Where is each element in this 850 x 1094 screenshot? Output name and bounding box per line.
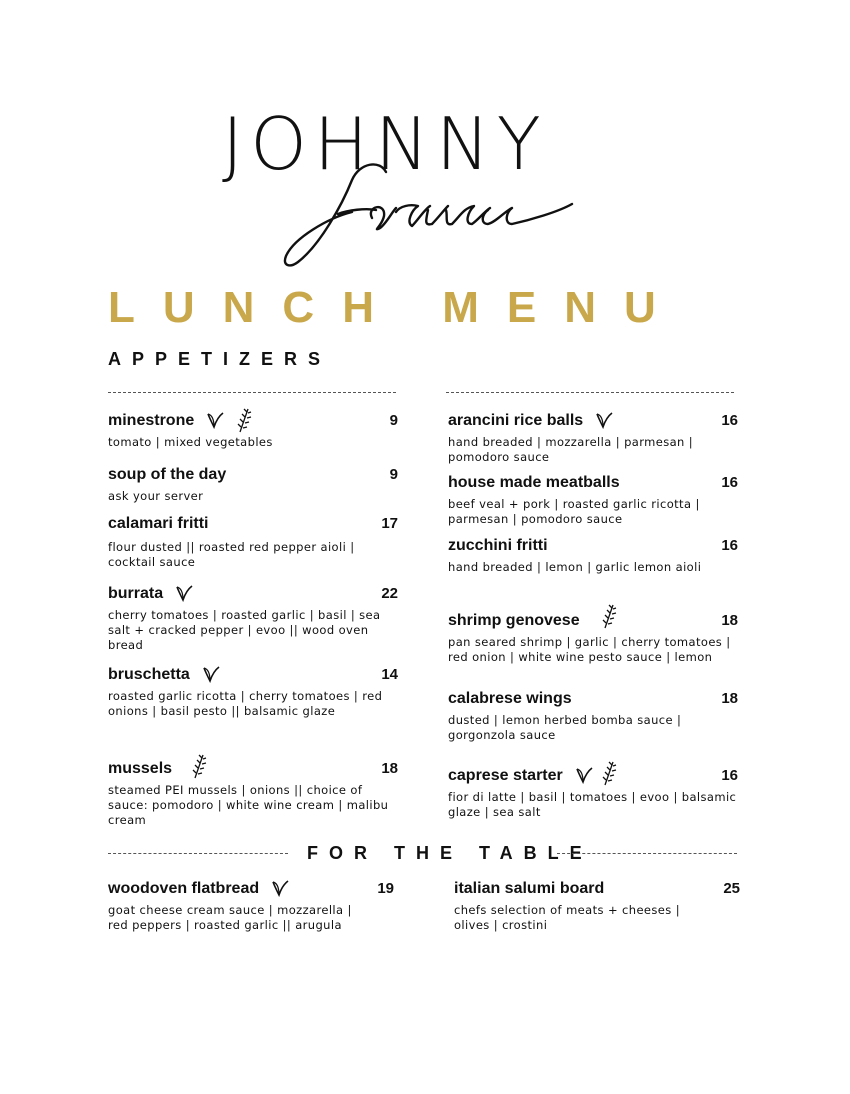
divider-left <box>108 392 396 393</box>
menu-item <box>108 879 394 933</box>
item-price: 9 <box>389 466 398 483</box>
menu-item <box>108 465 398 504</box>
item-name: caprese starter <box>448 767 563 784</box>
item-name: arancini rice balls <box>448 412 584 429</box>
item-description: hand breaded | mozzarella | parmesan | pomodoro sauce <box>448 435 694 464</box>
menu-item <box>448 473 738 527</box>
logo-wordmark: JOHNNY <box>222 102 548 186</box>
item-description: roasted garlic ricotta | cherry tomatoes | red onions | basil pesto || balsamic glaze <box>108 689 383 718</box>
menu-item <box>108 514 398 570</box>
gluten-free-icon <box>601 611 617 629</box>
item-price: 25 <box>723 880 740 897</box>
page-title: LUNCH MENU <box>108 283 684 332</box>
section-title-for-the-table: FOR THE TABLE <box>307 843 593 863</box>
item-name: zucchini fritti <box>448 537 548 554</box>
menu-item <box>448 536 738 575</box>
vegetarian-icon <box>574 766 594 784</box>
divider-right <box>446 392 734 393</box>
item-description: dusted | lemon herbed bomba sauce | gorgonzola sauce <box>448 713 682 742</box>
gluten-free-icon <box>601 766 617 786</box>
item-price: 16 <box>721 767 738 784</box>
section-title-appetizers: APPETIZERS <box>108 349 332 369</box>
vegetarian-icon <box>174 584 194 602</box>
vegetarian-icon <box>201 665 221 683</box>
menu-item <box>448 766 738 820</box>
divider-right <box>557 853 737 854</box>
item-description: ask your server <box>108 489 204 503</box>
item-name: italian salumi board <box>454 880 605 897</box>
gluten-free-icon <box>191 759 207 779</box>
item-name: calabrese wings <box>448 690 572 707</box>
item-price: 16 <box>721 474 738 491</box>
menu-item <box>108 411 398 450</box>
item-price: 18 <box>721 690 738 707</box>
menu-item <box>108 584 398 653</box>
item-description: goat cheese cream sauce | mozzarella | red peppers | roasted garlic || arugula <box>108 903 352 932</box>
item-description: flour dusted || roasted red pepper aioli | cocktail sauce <box>108 540 355 569</box>
item-price: 18 <box>721 612 738 629</box>
item-name: calamari fritti <box>108 515 209 532</box>
item-description: tomato | mixed vegetables <box>108 435 273 449</box>
vegetarian-icon <box>270 879 290 897</box>
item-name: minestrone <box>108 412 195 429</box>
vegetarian-icon <box>205 411 225 429</box>
item-description: chefs selection of meats + cheeses | olives | crostini <box>454 903 680 932</box>
item-description: beef veal + pork | roasted garlic ricotta | parmesan | pomodoro sauce <box>448 497 700 526</box>
menu-item <box>454 879 740 933</box>
item-description: pan seared shrimp | garlic | cherry tomatoes | red onion | white wine pesto sauce | lemon <box>448 635 731 664</box>
menu-item <box>108 759 398 828</box>
item-price: 16 <box>721 537 738 554</box>
logo-script-signature <box>268 150 588 280</box>
item-name: bruschetta <box>108 666 190 683</box>
item-description: hand breaded | lemon | garlic lemon aioli <box>448 560 702 574</box>
item-price: 9 <box>389 412 398 429</box>
item-price: 16 <box>721 412 738 429</box>
item-price: 19 <box>377 880 394 897</box>
menu-item <box>448 689 738 743</box>
vegetarian-icon <box>594 411 614 429</box>
item-name: shrimp genovese <box>448 612 580 629</box>
item-price: 17 <box>381 515 398 532</box>
menu-item <box>448 411 738 465</box>
item-description: fior di latte | basil | tomatoes | evoo | balsamic glaze | sea salt <box>448 790 737 819</box>
menu-item <box>108 665 398 719</box>
item-name: burrata <box>108 585 164 602</box>
item-name: house made meatballs <box>448 474 620 491</box>
item-description: cherry tomatoes | roasted garlic | basil | sea salt + cracked pepper | evoo || wood oven bread <box>108 608 381 652</box>
item-price: 14 <box>381 666 398 683</box>
menu-item <box>448 611 738 665</box>
item-price: 22 <box>381 585 398 602</box>
item-name: mussels <box>108 760 173 777</box>
divider-left <box>108 853 288 854</box>
item-name: woodoven flatbread <box>108 880 260 897</box>
item-description: steamed PEI mussels | onions || choice of sauce: pomodoro | white wine cream | malibu cream <box>108 783 389 827</box>
item-name: soup of the day <box>108 466 227 483</box>
item-price: 18 <box>381 760 398 777</box>
gluten-free-icon <box>236 411 252 433</box>
